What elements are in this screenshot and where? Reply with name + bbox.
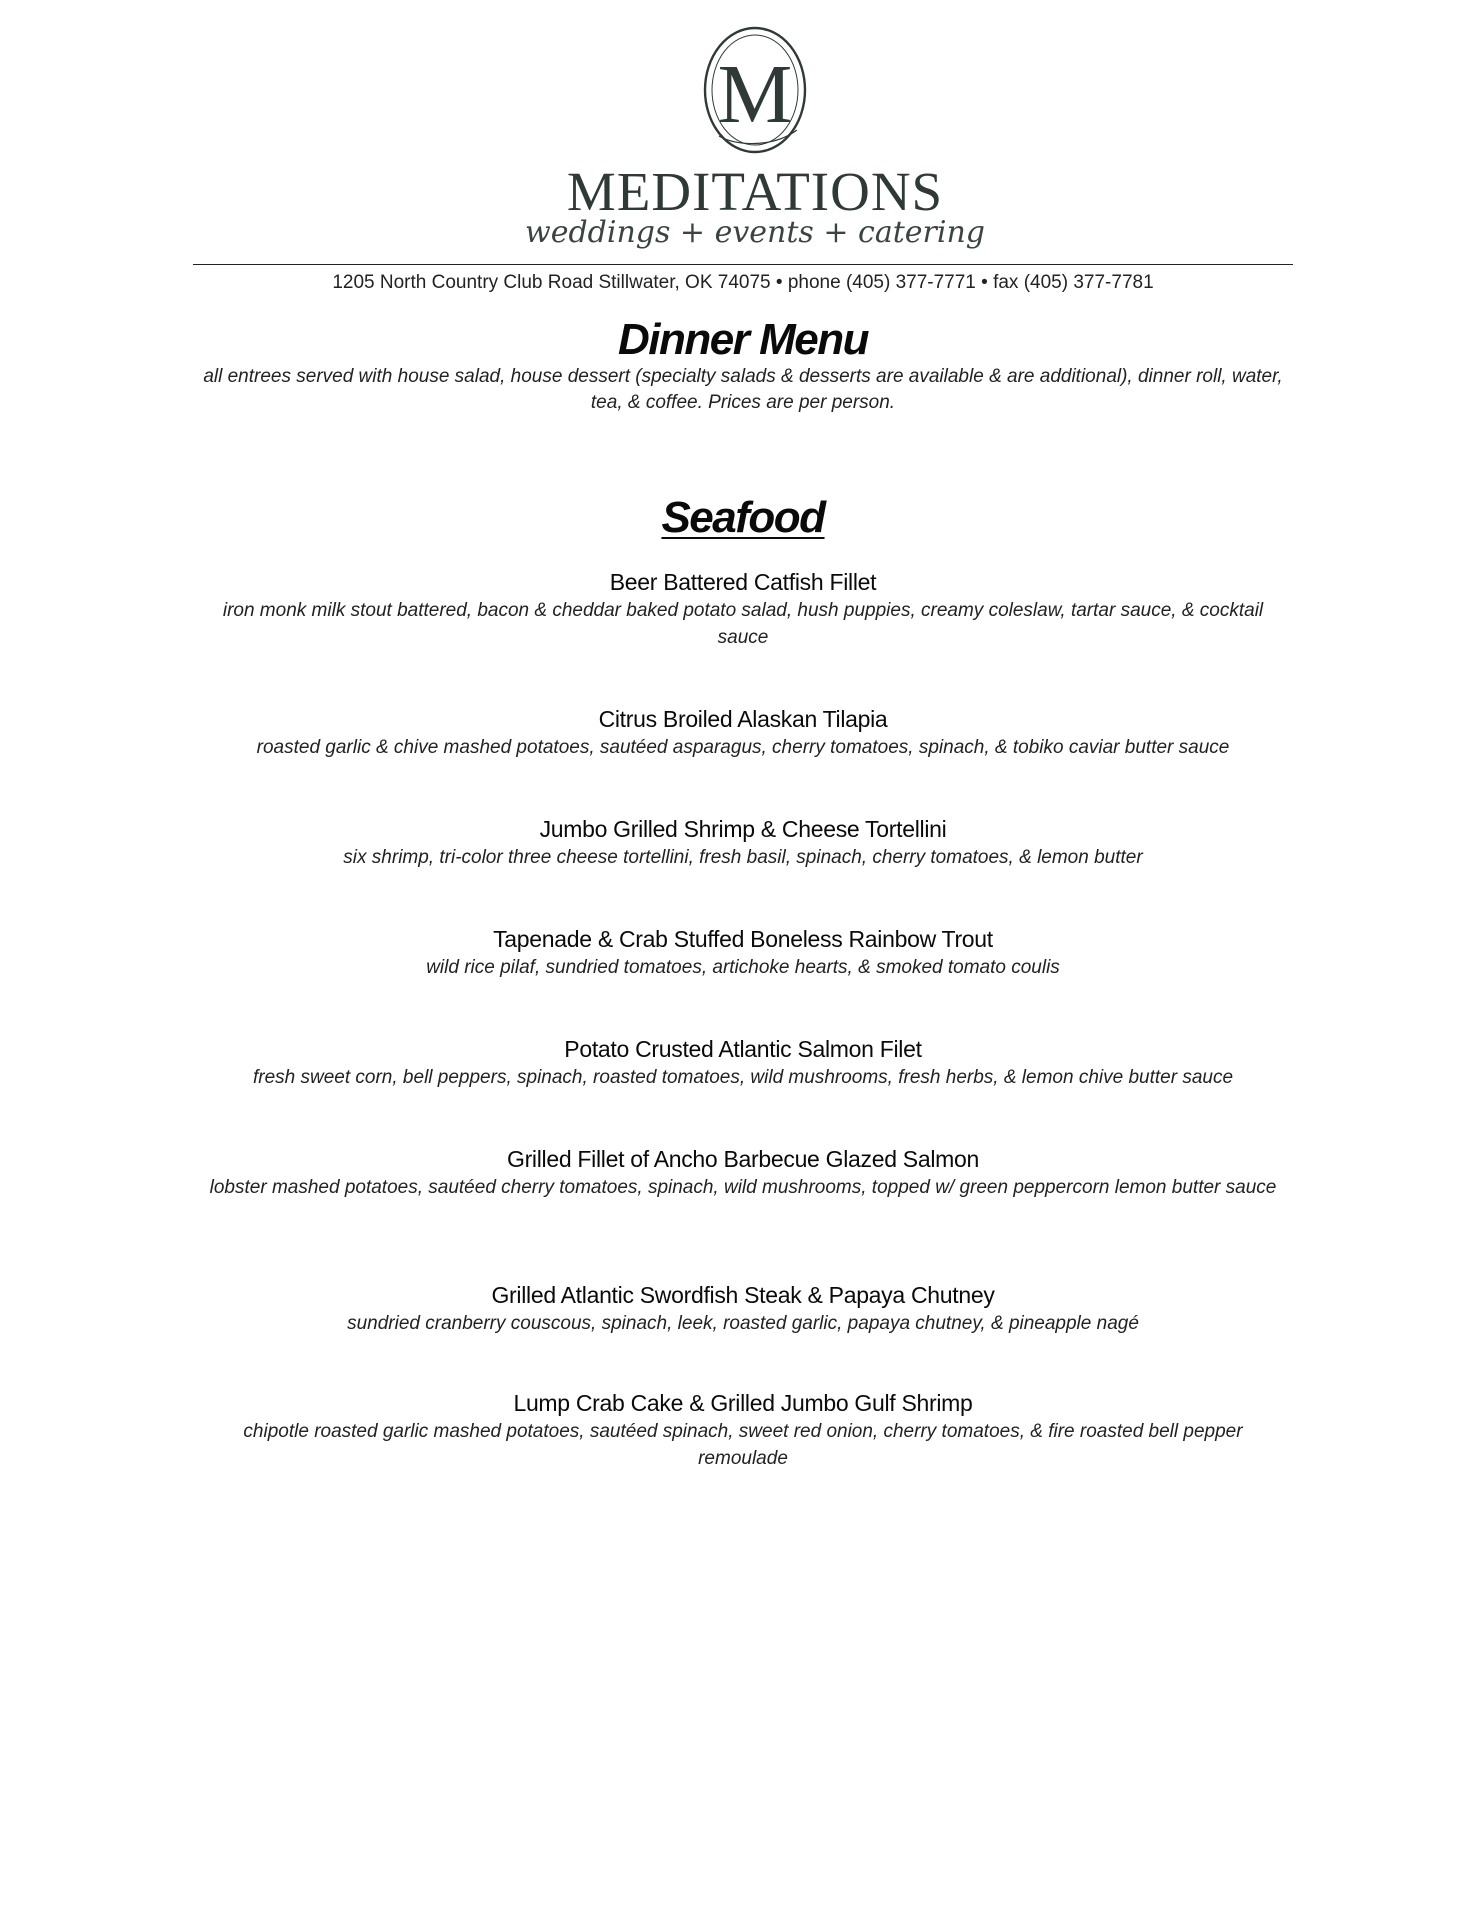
menu-item-description: six shrimp, tri-color three cheese tortellini, fresh basil, spinach, cherry tomatoes, & lemon butter: [343, 847, 1143, 868]
menu-item-name: Tapenade & Crab Stuffed Boneless Rainbow Trout: [493, 926, 993, 952]
menu-item-description: fresh sweet corn, bell peppers, spinach, roasted tomatoes, wild mushrooms, fresh herbs, & lemon chive butter sauce: [252, 1067, 1234, 1088]
menu-item: [193, 1145, 1293, 1201]
menu-item-description: iron monk milk stout battered, bacon & cheddar baked potato salad, hush puppies, creamy coleslaw, tartar sauce, & cocktail sauce: [222, 600, 1264, 648]
section-title-text: Seafood: [661, 493, 825, 542]
brand-tagline: weddings + events + catering: [525, 215, 985, 250]
brand-logo: [505, 18, 1005, 260]
contact-address: 1205 North Country Club Road Stillwater, OK 74075 • phone (405) 377-7771 • fax (405) 377-7781: [332, 272, 1154, 293]
monogram-letter: M: [717, 48, 793, 141]
menu-item-description: wild rice pilaf, sundried tomatoes, artichoke hearts, & smoked tomato coulis: [426, 957, 1060, 978]
menu-item-name: Beer Battered Catfish Fillet: [609, 569, 877, 595]
menu-item-name: Grilled Fillet of Ancho Barbecue Glazed Salmon: [506, 1146, 979, 1172]
menu-item: [193, 1035, 1293, 1091]
menu-item: [193, 705, 1293, 761]
menu-item-name: Citrus Broiled Alaskan Tilapia: [598, 706, 888, 732]
brand-name: MEDITATIONS: [566, 161, 944, 222]
menu-item-description: chipotle roasted garlic mashed potatoes, sautéed spinach, sweet red onion, cherry tomatoes, & fire roasted bell pepper remoulade: [243, 1421, 1243, 1469]
monogram-seal-icon: [505, 18, 1005, 158]
menu-item-name: Potato Crusted Atlantic Salmon Filet: [564, 1036, 922, 1062]
menu-item-name: Lump Crab Cake & Grilled Jumbo Gulf Shrimp: [513, 1390, 973, 1416]
menu-item: [193, 568, 1293, 651]
menu-item-description: lobster mashed potatoes, sautéed cherry tomatoes, spinach, wild mushrooms, topped w/ green peppercorn lemon butter sauce: [209, 1177, 1277, 1198]
section-title: [193, 490, 1293, 546]
menu-item-description: sundried cranberry couscous, spinach, leek, roasted garlic, papaya chutney, & pineapple nagé: [347, 1313, 1139, 1334]
menu-item: [193, 815, 1293, 871]
menu-intro: all entrees served with house salad, house dessert (specialty salads & desserts are available & are additional), dinner roll, water, tea, & coffee. Prices are per person.: [203, 366, 1283, 413]
menu-item-name: Grilled Atlantic Swordfish Steak & Papaya Chutney: [491, 1282, 995, 1308]
menu-item-name: Jumbo Grilled Shrimp & Cheese Tortellini: [539, 816, 947, 842]
menu-item: [193, 1281, 1293, 1337]
menu-item-description: roasted garlic & chive mashed potatoes, sautéed asparagus, cherry tomatoes, spinach, & tobiko caviar butter sauce: [256, 737, 1230, 758]
menu-item: [193, 925, 1293, 981]
menu-item: [193, 1389, 1293, 1472]
menu-title: Dinner Menu: [618, 315, 868, 364]
header-divider: [193, 264, 1293, 265]
